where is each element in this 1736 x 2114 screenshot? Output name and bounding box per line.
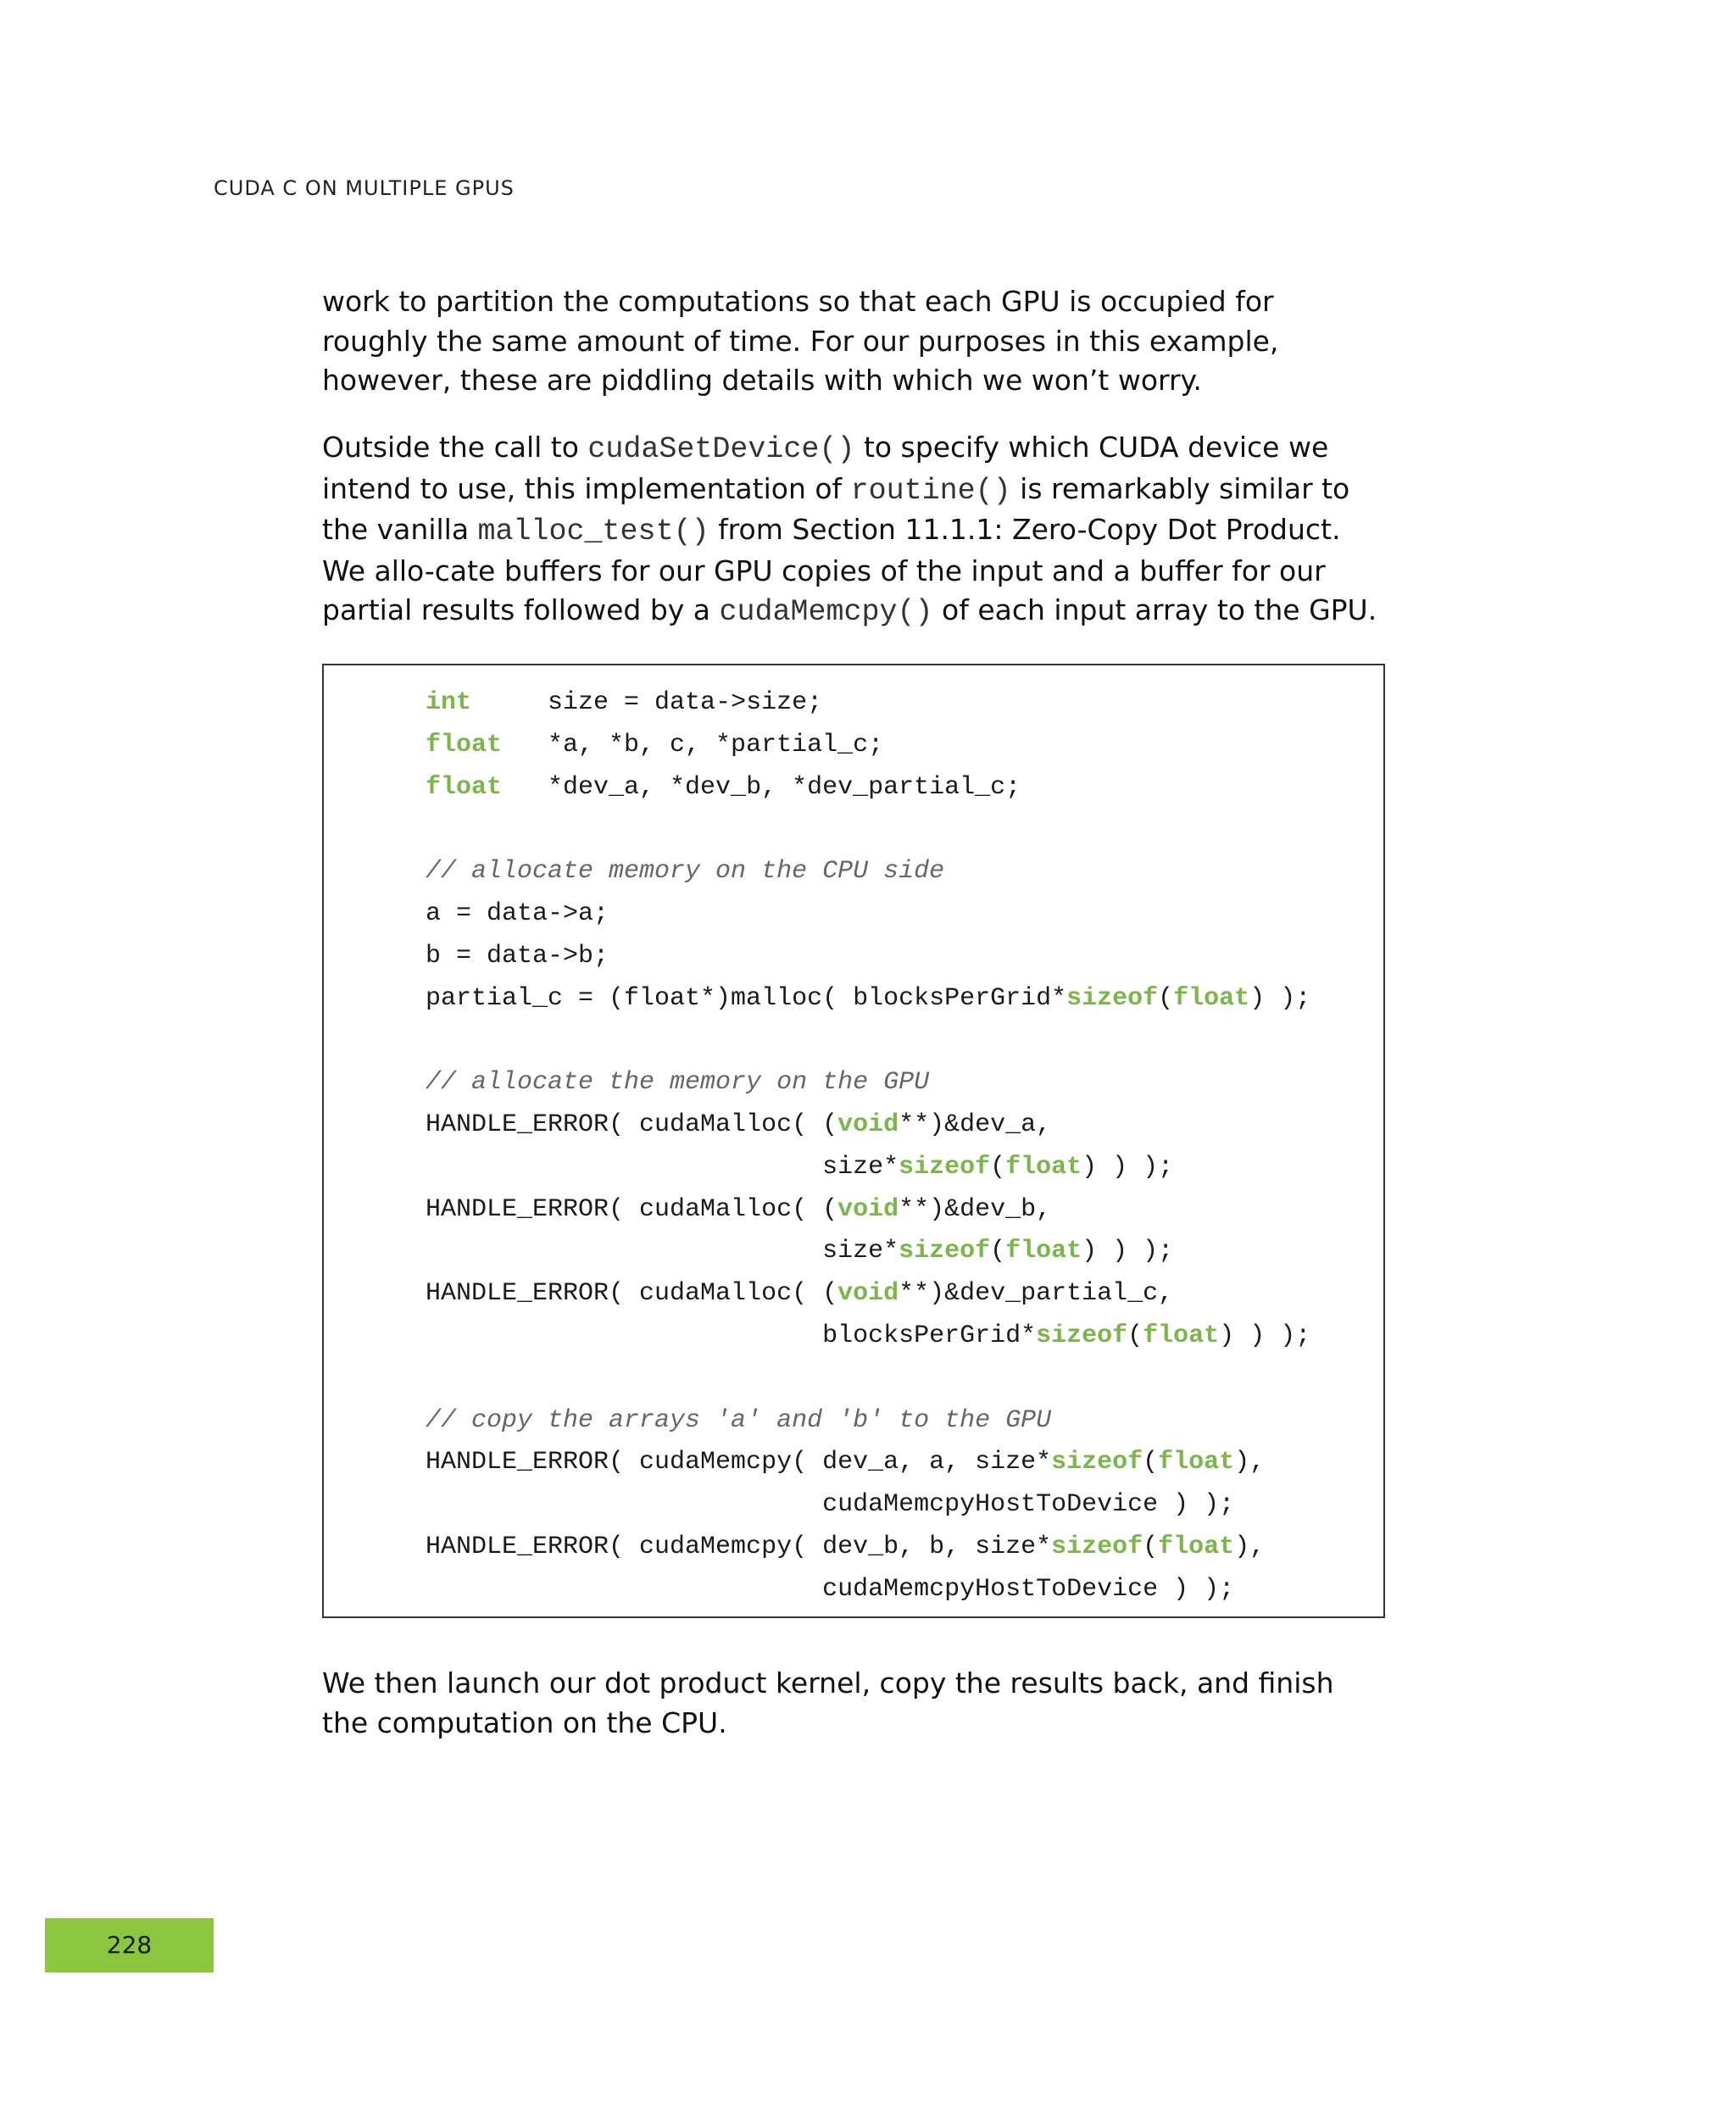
code-text: size = data->size; (471, 688, 823, 717)
code-text: HANDLE_ERROR( cudaMemcpy( dev_a, a, size* (426, 1448, 1052, 1477)
code-line (426, 978, 1310, 1021)
code-text: size* (426, 1237, 899, 1266)
code-line (426, 1273, 1310, 1316)
code-listing-box (322, 664, 1385, 1618)
page-number-tab (45, 1918, 214, 1972)
code-keyword: void (837, 1110, 899, 1139)
code-line (426, 1062, 1310, 1104)
code-text: ( (1143, 1532, 1159, 1561)
code-line (426, 1569, 1310, 1611)
code-line (426, 851, 1310, 893)
code-text: cudaMemcpyHostToDevice ) ); (426, 1574, 1235, 1604)
code-keyword: float (1005, 1152, 1082, 1182)
code-keyword: float (1158, 1532, 1235, 1561)
code-text: ) ); (1249, 983, 1311, 1013)
code-line (426, 1484, 1310, 1527)
text-run: of each input array to the GPU. (932, 593, 1377, 626)
code-line (426, 1316, 1310, 1358)
code-keyword: sizeof (899, 1152, 991, 1182)
code-comment: // allocate the memory on the GPU (426, 1068, 930, 1098)
code-keyword: int (426, 688, 472, 717)
code-keyword: sizeof (899, 1237, 991, 1266)
code-line (426, 1527, 1310, 1569)
inline-code: routine() (850, 473, 1011, 508)
code-text: ( (990, 1152, 1006, 1182)
code-line (426, 1231, 1310, 1273)
code-text: HANDLE_ERROR( cudaMalloc( ( (426, 1110, 838, 1139)
code-text: HANDLE_ERROR( cudaMalloc( ( (426, 1194, 838, 1224)
code-line (426, 1358, 1310, 1400)
code-text: ( (1158, 983, 1174, 1013)
code-line (426, 1147, 1310, 1189)
code-line (426, 682, 1310, 725)
code-keyword: sizeof (1066, 983, 1159, 1013)
code-text: ) ) ); (1082, 1237, 1174, 1266)
text-run: Outside the call to (322, 431, 588, 464)
code-line (426, 767, 1310, 809)
body-paragraph-2 (322, 428, 1382, 632)
code-keyword: sizeof (1051, 1532, 1143, 1561)
code-text: ), (1234, 1448, 1266, 1477)
body-paragraph-3 (322, 1664, 1382, 1743)
text-run: We then launch our dot product kernel, copy the results back, and finish the computation on the CPU. (322, 1666, 1334, 1739)
code-text: b = data->b; (426, 941, 609, 971)
code-keyword: sizeof (1051, 1448, 1143, 1477)
body-paragraph-1 (322, 282, 1382, 401)
code-line (426, 1400, 1310, 1443)
code-line (426, 1442, 1310, 1484)
inline-code: cudaSetDevice() (587, 432, 855, 466)
code-line (426, 893, 1310, 936)
text-run: is remarkably similar to the vanilla (322, 471, 1350, 546)
code-line (426, 725, 1310, 767)
running-head: CUDA C ON MULTIPLE GPUS (214, 176, 515, 200)
code-keyword: float (1005, 1237, 1082, 1266)
code-text: partial_c = (float*)malloc( blocksPerGrid* (426, 983, 1067, 1013)
code-text: **)&dev_partial_c, (899, 1279, 1174, 1309)
code-keyword: float (1158, 1448, 1235, 1477)
code-text: ( (990, 1237, 1006, 1266)
code-keyword: float (1143, 1321, 1220, 1350)
code-line (426, 1104, 1310, 1147)
code-text: ( (1127, 1321, 1143, 1350)
code-text: a = data->a; (426, 898, 609, 928)
code-text: cudaMemcpyHostToDevice ) ); (426, 1490, 1235, 1520)
code-comment: // copy the arrays 'a' and 'b' to the GPU (426, 1405, 1052, 1435)
code-text: *dev_a, *dev_b, *dev_partial_c; (502, 772, 1021, 802)
inline-code: malloc_test() (477, 515, 709, 548)
code-comment: // allocate memory on the CPU side (426, 857, 945, 887)
code-keyword: sizeof (1036, 1321, 1128, 1350)
code-text: **)&dev_b, (899, 1194, 1052, 1224)
code-keyword: float (1173, 983, 1250, 1013)
code-text: *a, *b, c, *partial_c; (502, 730, 884, 759)
code-text: HANDLE_ERROR( cudaMalloc( ( (426, 1279, 838, 1309)
code-listing (426, 682, 1310, 1611)
code-text: blocksPerGrid* (426, 1321, 1037, 1350)
code-text: ), (1234, 1532, 1266, 1561)
code-keyword: void (837, 1194, 899, 1224)
code-keyword: void (837, 1279, 899, 1309)
code-line (426, 1020, 1310, 1062)
code-text: ) ) ); (1082, 1152, 1174, 1182)
page-number: 228 (106, 1931, 153, 1959)
code-keyword: float (426, 772, 503, 802)
code-text: ( (1143, 1448, 1159, 1477)
text-run: work to partition the computations so that each GPU is occupied for roughly the same amount of time. For our purposes in this example, however, these are piddling details with which we won’t worry. (322, 285, 1279, 397)
code-text: size* (426, 1152, 899, 1182)
text-run: to specify which CUDA device we intend to use, this implementation of (322, 431, 1329, 505)
code-line (426, 809, 1310, 851)
code-keyword: float (426, 730, 503, 759)
text-run: from Section 11.1.1: Zero-Copy Dot Product. We allo-cate buffers for our GPU copies of the input and a buffer for our partial results followed by a (322, 513, 1341, 626)
code-line (426, 1189, 1310, 1232)
code-text: HANDLE_ERROR( cudaMemcpy( dev_b, b, size* (426, 1532, 1052, 1561)
code-text: **)&dev_a, (899, 1110, 1052, 1139)
code-line (426, 936, 1310, 978)
inline-code: cudaMemcpy() (719, 595, 933, 629)
code-text: ) ) ); (1219, 1321, 1311, 1350)
